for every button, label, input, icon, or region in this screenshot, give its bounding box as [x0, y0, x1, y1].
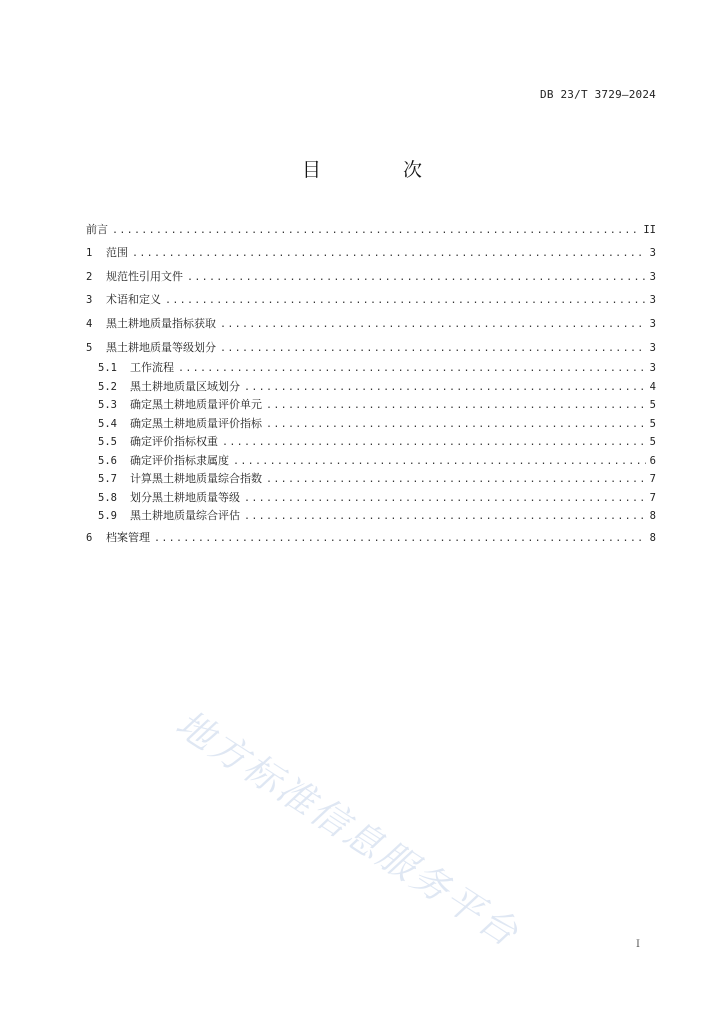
toc-entry-page: 5	[649, 436, 656, 449]
watermark: 地方标准信息服务平台	[168, 701, 528, 956]
toc-entry-page: 3	[649, 318, 656, 331]
toc-entry[interactable]	[86, 378, 656, 397]
toc-dot-leader	[178, 360, 646, 379]
toc-entry-number: 5.3	[98, 399, 117, 412]
toc-entry-page: 6	[649, 454, 656, 467]
toc-entry-page: 7	[649, 473, 656, 486]
toc-entry-number: 5.6	[98, 454, 117, 467]
toc-entry-label: 确定评价指标隶属度	[130, 453, 229, 467]
toc-entry-number: 6	[86, 531, 93, 544]
toc-entry-label: 黑土耕地质量等级划分	[106, 340, 216, 354]
toc-entry-page: II	[643, 224, 656, 236]
toc-entry-label: 划分黑土耕地质量等级	[130, 490, 240, 504]
toc-entry-number: 3	[86, 294, 93, 307]
toc-entry-page: 5	[649, 417, 656, 430]
toc-entry-number: 5.5	[98, 436, 117, 449]
toc-entry[interactable]	[86, 265, 656, 289]
toc-entry-number: 5	[86, 341, 93, 354]
toc-entry-label: 确定黑土耕地质量评价指标	[130, 416, 262, 430]
toc-dot-leader	[154, 527, 646, 551]
toc-entry-label: 术语和定义	[106, 293, 161, 307]
toc-entry-label: 确定黑土耕地质量评价单元	[130, 398, 262, 412]
toc-entry-number: 5.2	[98, 380, 117, 393]
toc-entry-number: 4	[86, 318, 93, 331]
toc-entry[interactable]	[86, 336, 656, 360]
toc-entry-label: 工作流程	[130, 361, 174, 375]
toc-dot-leader	[220, 337, 646, 361]
toc-entry-number: 5.7	[98, 473, 117, 486]
toc-entry[interactable]	[86, 218, 656, 241]
toc-entry-page: 8	[649, 531, 656, 544]
toc-entry[interactable]	[86, 507, 656, 526]
toc-dot-leader	[165, 289, 646, 313]
toc-dot-leader	[233, 453, 646, 472]
toc-entry-page: 3	[649, 341, 656, 354]
toc-dot-leader	[266, 416, 646, 435]
toc-entry-page: 3	[649, 270, 656, 283]
toc-dot-leader	[187, 266, 646, 290]
toc-entry-number: 1	[86, 247, 93, 259]
toc-entry-label: 黑土耕地质量综合评估	[130, 509, 240, 523]
toc-entry[interactable]	[86, 312, 656, 336]
toc-entry[interactable]	[86, 433, 656, 452]
toc-entry-page: 4	[649, 380, 656, 393]
toc-entry[interactable]	[86, 241, 656, 265]
toc-dot-leader	[220, 313, 646, 337]
toc-entry-page: 3	[649, 294, 656, 307]
document-code: DB 23/T 3729—2024	[540, 88, 656, 101]
toc-entry-label: 前言	[86, 223, 108, 236]
toc-dot-leader	[244, 379, 646, 398]
toc-dot-leader	[266, 471, 646, 490]
toc-entry[interactable]	[86, 489, 656, 508]
toc-entry[interactable]	[86, 288, 656, 312]
toc-dot-leader	[132, 242, 646, 266]
toc-dot-leader	[244, 508, 646, 527]
toc-entry-number: 5.1	[98, 362, 117, 375]
toc-entry-label: 范围	[106, 246, 128, 259]
toc-entry-page: 3	[649, 362, 656, 375]
toc-entry-page: 5	[649, 399, 656, 412]
toc-entry[interactable]	[86, 396, 656, 415]
toc-entry-label: 计算黑土耕地质量综合指数	[130, 472, 262, 486]
page-number: I	[636, 939, 640, 950]
toc-entry-number: 5.9	[98, 510, 117, 523]
toc-entry-page: 8	[649, 510, 656, 523]
toc-dot-leader	[222, 434, 646, 453]
toc-dot-leader	[266, 397, 646, 416]
table-of-contents	[86, 218, 656, 550]
toc-title: 目 次	[301, 159, 461, 181]
toc-dot-leader	[112, 219, 639, 243]
toc-entry[interactable]	[86, 470, 656, 489]
toc-entry[interactable]	[86, 415, 656, 434]
toc-entry[interactable]	[86, 452, 656, 471]
toc-entry-label: 规范性引用文件	[106, 269, 183, 283]
toc-entry-number: 2	[86, 270, 93, 283]
toc-entry-label: 档案管理	[106, 530, 150, 544]
toc-entry-label: 确定评价指标权重	[130, 435, 218, 449]
toc-entry-number: 5.8	[98, 491, 117, 504]
toc-entry-page: 3	[649, 247, 656, 259]
toc-entry[interactable]	[86, 359, 656, 378]
toc-dot-leader	[244, 490, 646, 509]
toc-entry-number: 5.4	[98, 417, 117, 430]
toc-entry-page: 7	[649, 491, 656, 504]
toc-entry-label: 黑土耕地质量区域划分	[130, 379, 240, 393]
toc-entry-label: 黑土耕地质量指标获取	[106, 317, 216, 331]
toc-entry[interactable]	[86, 526, 656, 550]
